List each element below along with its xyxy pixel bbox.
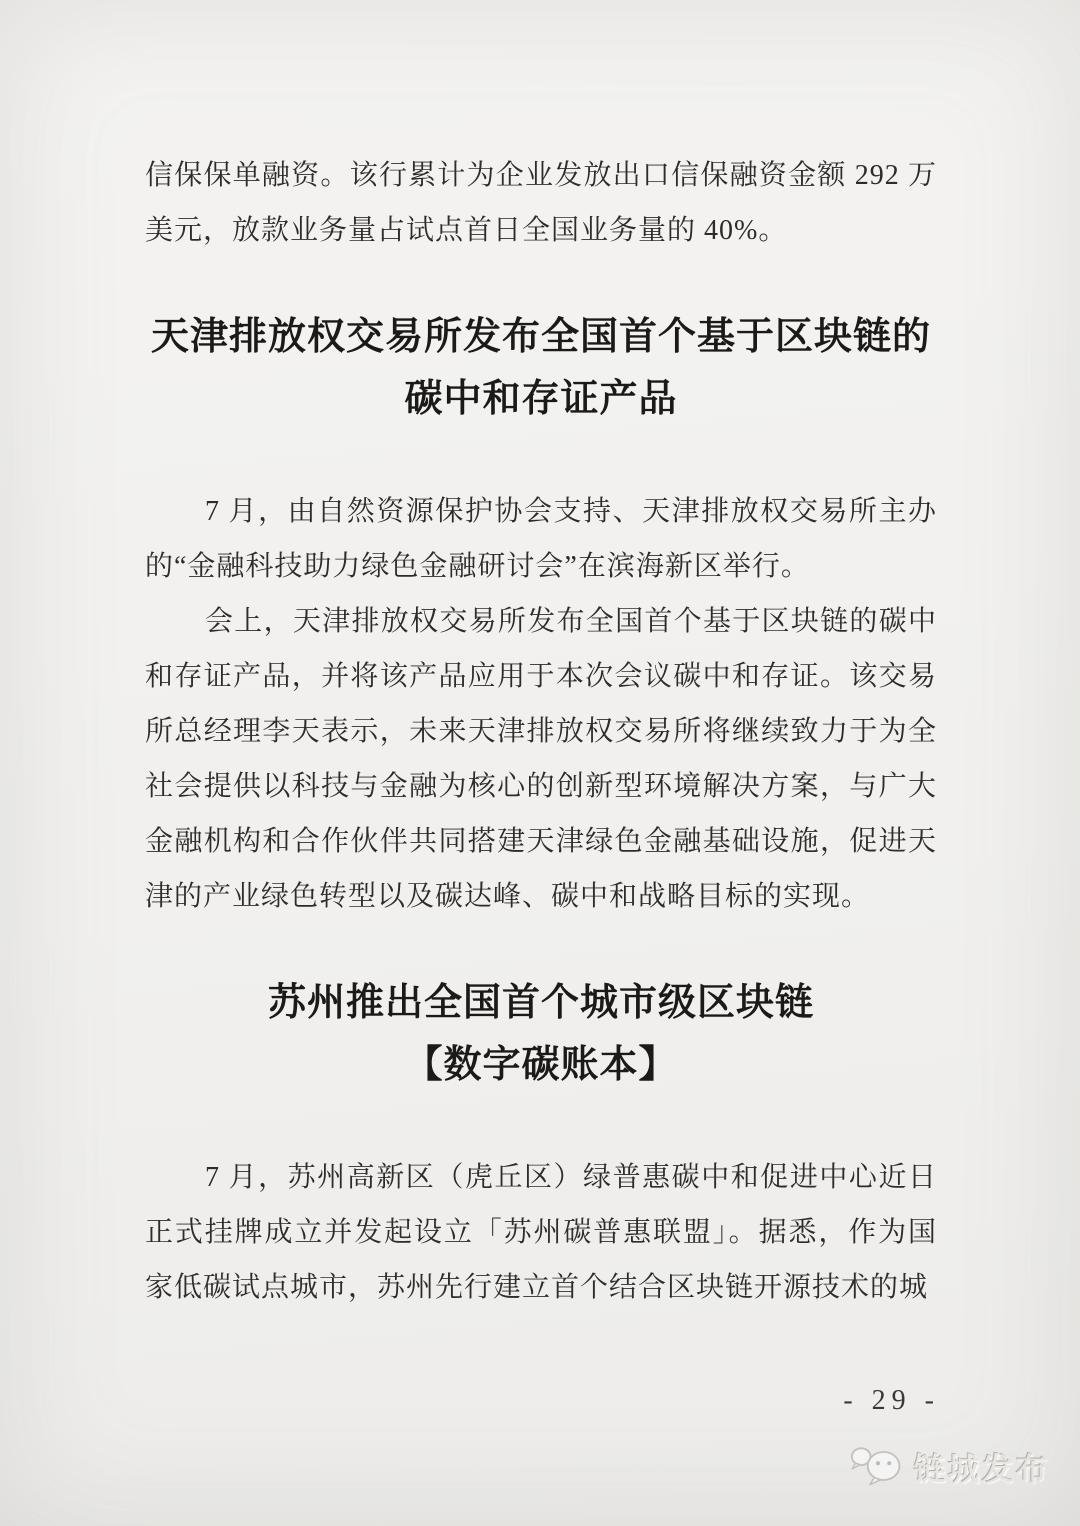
- paragraph: 会上，天津排放权交易所发布全国首个基于区块链的碳中和存证产品，并将该产品应用于本次会议碳中和存证。该交易所总经理李天表示，未来天津排放权交易所将继续致力于为全社会提供以科技与金融为核心的创新型环境解决方案，与广大金融机构和合作伙伴共同搭建天津绿色金融基础设施，促进天津的产业绿色转型以及碳达峰、碳中和战略目标的实现。: [145, 606, 937, 912]
- paragraph-continuation: 信保保单融资。该行累计为企业发放出口信保融资金额 292 万美元，放款业务量占试点首日全国业务量的 40%。: [145, 160, 937, 246]
- watermark: [850, 1441, 1050, 1491]
- heading-line: 【数字碳账本】: [404, 1044, 678, 1086]
- paragraph: 7 月，苏州高新区（虎丘区）绿普惠碳中和促进中心近日正式挂牌成立并发起设立「苏州碳普惠联盟」。据悉，作为国家低碳试点城市，苏州先行建立首个结合区块链开源技术的城: [145, 1162, 937, 1303]
- heading-line: 天津排放权交易所发布全国首个基于区块链的: [150, 316, 931, 358]
- watermark-label: 链城发布: [914, 1451, 1050, 1487]
- section-heading-tianjin: [145, 306, 937, 430]
- page-content: [145, 148, 937, 1315]
- section-heading-suzhou: [145, 972, 937, 1096]
- wechat-chat-bubbles-icon: [850, 1441, 906, 1491]
- paragraph: 7 月，由自然资源保护协会支持、天津排放权交易所主办的“金融科技助力绿色金融研讨会”在滨海新区举行。: [145, 496, 937, 582]
- heading-line: 苏州推出全国首个城市级区块链: [267, 982, 814, 1024]
- page-number: - 29 -: [843, 1385, 940, 1416]
- heading-line: 碳中和存证产品: [404, 378, 678, 420]
